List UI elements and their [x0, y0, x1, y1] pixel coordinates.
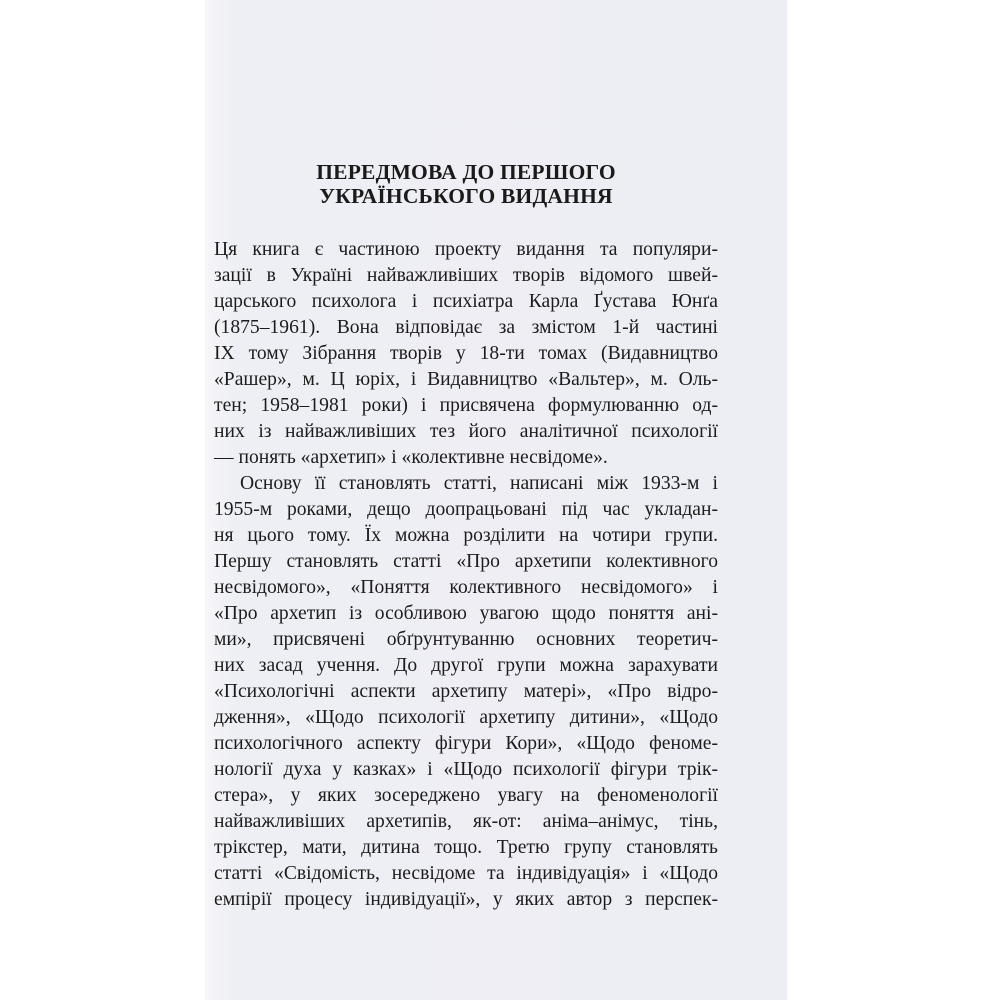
text-line: стера», у яких зосереджено увагу на феноменології — [214, 785, 718, 806]
text-line: психологічного аспекту фігури Кори», «Щодо феноме- — [214, 733, 718, 754]
text-line: IX тому Зібрання творів у 18-ти томах (Видавництво — [214, 343, 718, 364]
text-line: трікстер, мати, дитина тощо. Третю групу становлять — [214, 837, 718, 858]
heading-line: ПЕРЕДМОВА ДО ПЕРШОГО — [316, 160, 616, 184]
text-line: ми», присвячені обґрунтуванню основних теоретич- — [214, 629, 718, 650]
text-line: 1955-м роками, дещо доопрацьовані під час укладан- — [214, 499, 718, 520]
text-line: дження», «Щодо психології архетипу дитини», «Щодо — [214, 707, 718, 728]
text-line: — понять «архетип» і «колективне несвідоме». — [214, 447, 608, 468]
heading-line: УКРАЇНСЬКОГО ВИДАННЯ — [319, 184, 613, 208]
text-line: них засад учення. До другої групи можна зарахувати — [214, 655, 718, 676]
text-line: Першу становлять статті «Про архетипи колективного — [214, 551, 718, 572]
text-line: «Рашер», м. Ц юріх, і Видавництво «Вальтер», м. Оль- — [214, 369, 718, 390]
text-line: царського психолога і психіатра Карла Ґустава Юнґа — [214, 291, 718, 312]
text-line: статті «Свідомість, несвідоме та індивідуація» і «Щодо — [214, 863, 718, 884]
text-line: (1875–1961). Вона відповідає за змістом 1-й частині — [214, 317, 718, 338]
text-line: найважливіших архетипів, як-от: аніма–анімус, тінь, — [214, 811, 718, 832]
text-line: зації в Україні найважливіших творів відомого швей- — [214, 265, 718, 286]
text-line: них із найважливіших тез його аналітичної психології — [214, 421, 718, 442]
text-line: Основу її становлять статті, написані між 1933-м і — [240, 473, 718, 494]
text-line: Ця книга є частиною проекту видання та популяри- — [214, 239, 718, 260]
text-line: несвідомого», «Поняття колективного несвідомого» і — [214, 577, 718, 598]
text-line: «Психологічні аспекти архетипу матері», «Про відро- — [214, 681, 718, 702]
paragraph — [214, 237, 718, 471]
text-line: ня цього тому. Їх можна розділити на чотири групи. — [214, 525, 718, 546]
body-text — [214, 237, 718, 913]
chapter-heading — [214, 160, 718, 208]
paragraph — [214, 471, 718, 913]
text-line: «Про архетип із особливою увагою щодо поняття ані- — [214, 603, 718, 624]
text-line: нології духа у казках» і «Щодо психології фігури трік- — [214, 759, 718, 780]
text-line: емпірії процесу індивідуації», у яких автор з перспек- — [214, 889, 718, 910]
text-line: тен; 1958–1981 роки) і присвячена формулюванню од- — [214, 395, 718, 416]
